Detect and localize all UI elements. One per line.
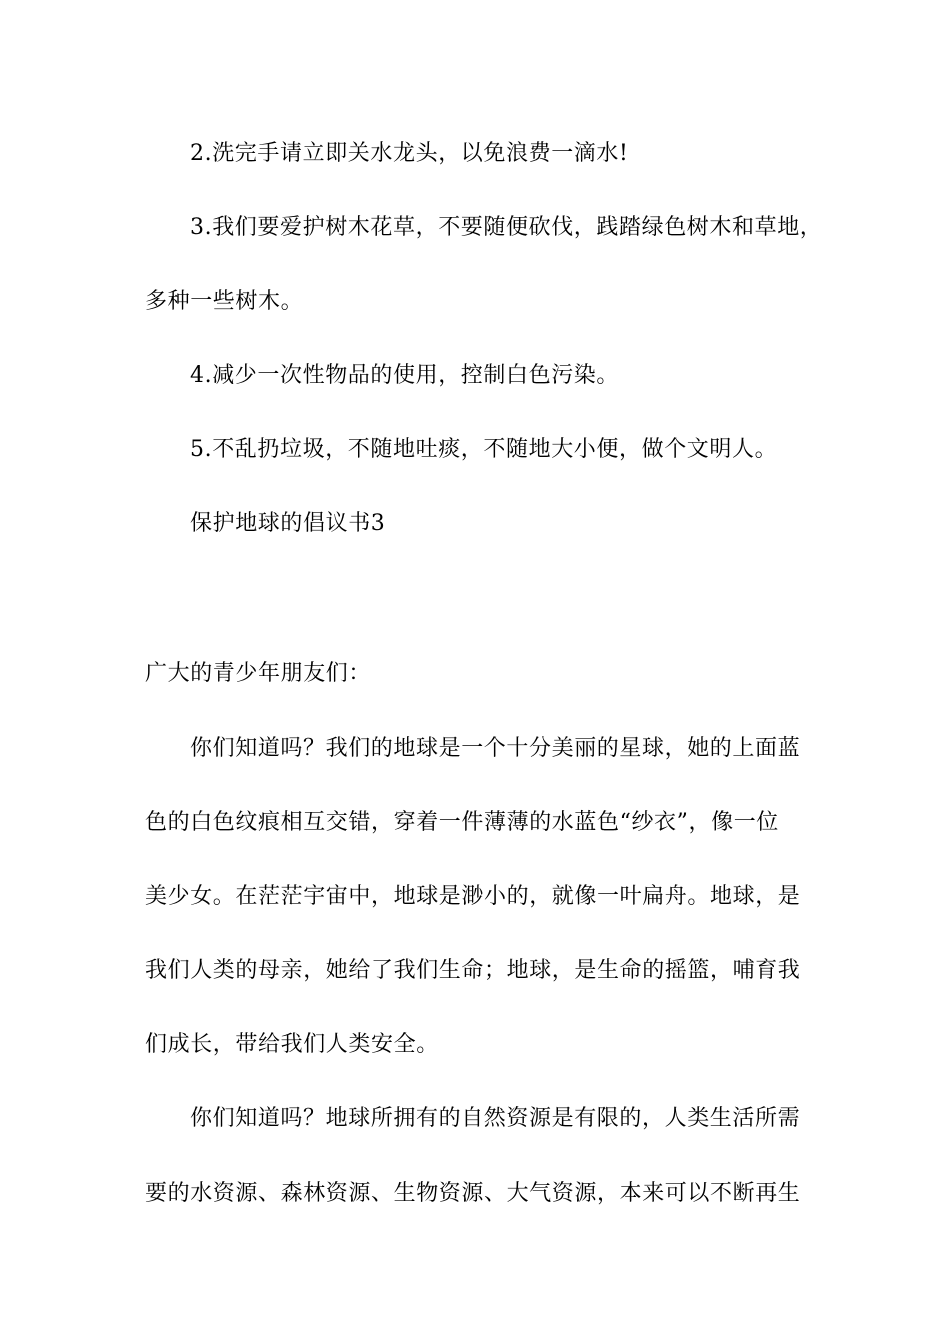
paragraph-line: 你们知道吗？地球所拥有的自然资源是有限的，人类生活所需 (190, 1106, 801, 1131)
paragraph-line: 我们人类的母亲，她给了我们生命；地球，是生命的摇篮，哺育我 (145, 958, 801, 983)
list-item-3: 3.我们要爱护树木花草，不要随便砍伐，践踏绿色树木和草地， (190, 215, 823, 240)
list-item-3-continued: 多种一些树木。 (145, 289, 304, 314)
salutation: 广大的青少年朋友们： (145, 661, 372, 686)
paragraph-line: 们成长，带给我们人类安全。 (145, 1032, 439, 1057)
paragraph-line: 要的水资源、森林资源、生物资源、大气资源，本来可以不断再生 (145, 1181, 801, 1206)
list-item-4: 4.减少一次性物品的使用，控制白色污染。 (190, 363, 619, 388)
section-heading: 保护地球的倡议书3 (190, 511, 386, 536)
list-item-2: 2.洗完手请立即关水龙头，以免浪费一滴水! (190, 141, 629, 166)
paragraph-line: 你们知道吗？我们的地球是一个十分美丽的星球，她的上面蓝 (190, 736, 801, 761)
list-item-5: 5.不乱扔垃圾，不随地吐痰，不随地大小便，做个文明人。 (190, 437, 778, 462)
paragraph-line: 美少女。在茫茫宇宙中，地球是渺小的，就像一叶扁舟。地球，是 (145, 884, 801, 909)
paragraph-line: 色的白色纹痕相互交错，穿着一件薄薄的水蓝色“纱衣”，像一位 (145, 810, 779, 835)
